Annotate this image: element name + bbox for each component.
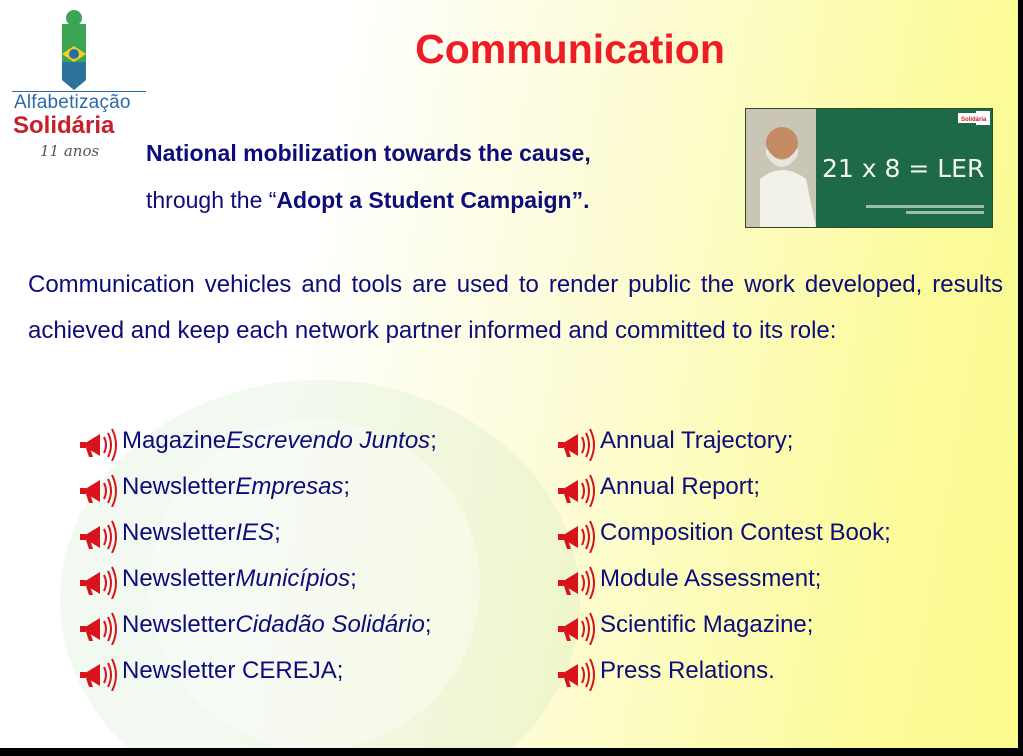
list-item bbox=[556, 648, 891, 694]
list-item bbox=[78, 602, 437, 648]
item-label: Annual Trajectory; bbox=[600, 427, 794, 454]
right-vehicle-list bbox=[556, 418, 891, 694]
megaphone-icon bbox=[556, 651, 600, 691]
logo-script: 11 anos bbox=[40, 142, 100, 160]
megaphone-icon bbox=[556, 467, 600, 507]
item-suffix: ; bbox=[350, 565, 357, 592]
megaphone-icon bbox=[78, 559, 122, 599]
megaphone-icon bbox=[78, 513, 122, 553]
board-text: 21 x 8 = LER bbox=[822, 154, 985, 183]
subheading-bold: Adopt a Student Campaign”. bbox=[276, 187, 590, 213]
list-item bbox=[556, 418, 891, 464]
subheading-line2 bbox=[146, 187, 589, 214]
puzzle-emblem-icon bbox=[10, 8, 150, 93]
list-item bbox=[78, 418, 437, 464]
megaphone-icon bbox=[556, 421, 600, 461]
megaphone-icon bbox=[78, 467, 122, 507]
list-item bbox=[556, 510, 891, 556]
item-suffix: ; bbox=[430, 427, 437, 454]
list-item bbox=[78, 464, 437, 510]
item-suffix: ; bbox=[274, 519, 281, 546]
megaphone-icon bbox=[78, 605, 122, 645]
subheading-prefix: through the “ bbox=[146, 187, 277, 213]
list-item bbox=[78, 510, 437, 556]
item-prefix: Newsletter bbox=[122, 473, 236, 500]
item-suffix: ; bbox=[343, 473, 351, 500]
page-title: Communication bbox=[415, 26, 725, 72]
megaphone-icon bbox=[78, 651, 122, 691]
item-label: Module Assessment; bbox=[600, 565, 822, 592]
megaphone-icon bbox=[556, 513, 600, 553]
description-paragraph: Communication vehicles and tools are used to render public the work developed, results achieved and keep each network partner informed and committed to its role: bbox=[28, 271, 1003, 344]
item-label: Press Relations. bbox=[600, 657, 775, 684]
item-prefix: Newsletter bbox=[122, 565, 236, 592]
item-italic: Municípios bbox=[235, 565, 351, 592]
list-item bbox=[556, 464, 891, 510]
megaphone-icon bbox=[78, 421, 122, 461]
campaign-photo bbox=[745, 108, 993, 228]
item-prefix: Newsletter CEREJA; bbox=[122, 657, 344, 684]
logo-line2: Solidária bbox=[13, 112, 115, 139]
item-italic: Escrevendo Juntos bbox=[226, 427, 431, 454]
list-item bbox=[78, 648, 437, 694]
item-label: Composition Contest Book; bbox=[600, 519, 891, 546]
mini-logo: Solidária bbox=[961, 117, 987, 123]
item-prefix: Newsletter bbox=[122, 519, 236, 546]
campaign-illustration bbox=[746, 109, 992, 227]
item-suffix: ; bbox=[424, 611, 432, 638]
item-italic: Empresas bbox=[235, 473, 344, 500]
logo bbox=[10, 8, 150, 168]
list-item bbox=[78, 556, 437, 602]
logo-line1: Alfabetização bbox=[14, 92, 131, 113]
item-label: Scientific Magazine; bbox=[600, 611, 814, 638]
item-italic: Cidadão Solidário bbox=[235, 611, 425, 638]
subheading-line1: National mobilization towards the cause, bbox=[146, 140, 591, 166]
megaphone-icon bbox=[556, 605, 600, 645]
list-item bbox=[556, 602, 891, 648]
item-label: Annual Report; bbox=[600, 473, 761, 500]
left-vehicle-list bbox=[78, 418, 437, 694]
list-item bbox=[556, 556, 891, 602]
item-prefix: Newsletter bbox=[122, 611, 236, 638]
item-italic: IES bbox=[235, 519, 275, 546]
item-prefix: Magazine bbox=[122, 427, 227, 454]
megaphone-icon bbox=[556, 559, 600, 599]
